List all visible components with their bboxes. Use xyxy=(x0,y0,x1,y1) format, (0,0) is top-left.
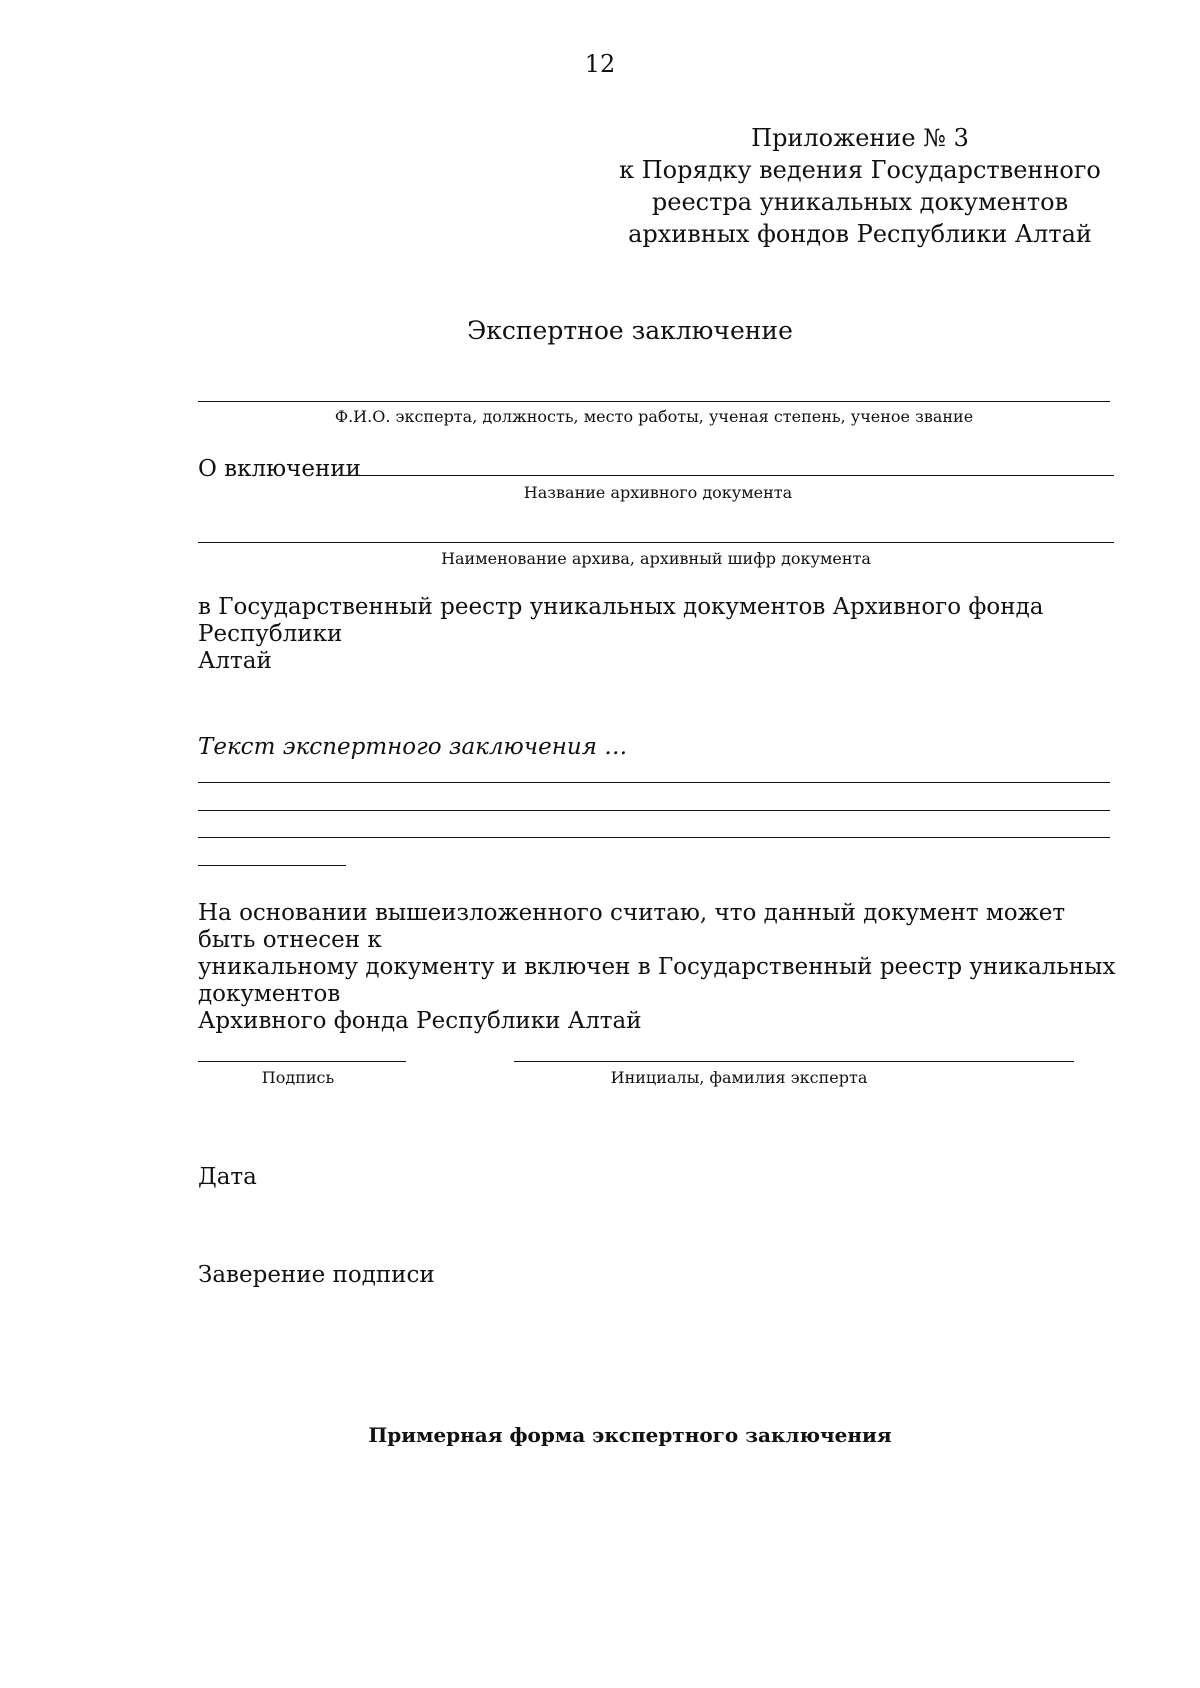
document-name-caption: Название архивного документа xyxy=(523,483,793,502)
document-title: Экспертное заключение xyxy=(467,316,793,345)
registry-line: Алтай xyxy=(198,648,272,674)
appendix-reference-line: реестра уникальных документов xyxy=(651,188,1069,216)
appendix-reference-line: архивных фондов Республики Алтай xyxy=(628,220,1092,248)
initials-caption: Инициалы, фамилия эксперта xyxy=(610,1068,868,1087)
date-label: Дата xyxy=(198,1164,257,1190)
page-number: 12 xyxy=(584,50,616,78)
basis-line: Архивного фонда Республики Алтай xyxy=(198,1008,642,1034)
appendix-number: Приложение № 3 xyxy=(751,124,969,152)
signature-caption: Подпись xyxy=(261,1068,335,1087)
appendix-header xyxy=(600,122,1120,250)
conclusion-field-line xyxy=(198,782,1110,783)
basis-line: На основании вышеизложенного считаю, что данный документ может быть отнесен к xyxy=(198,900,1066,953)
appendix-reference-line: к Порядку ведения Государственного xyxy=(619,156,1101,184)
signature-field-line xyxy=(198,1061,406,1062)
expert-name-field-line xyxy=(198,401,1110,402)
basis-paragraph xyxy=(198,900,1118,1035)
initials-field-line xyxy=(514,1061,1074,1062)
conclusion-text-placeholder: Текст экспертного заключения … xyxy=(198,734,628,760)
conclusion-field-line xyxy=(198,865,346,866)
document-name-field-line xyxy=(342,475,1114,476)
form-title: Примерная форма экспертного заключения xyxy=(368,1423,892,1447)
archive-caption: Наименование архива, архивный шифр документа xyxy=(441,549,871,568)
signature-certification-label: Заверение подписи xyxy=(198,1262,435,1288)
expert-name-caption: Ф.И.О. эксперта, должность, место работы, ученая степень, ученое звание xyxy=(334,407,974,426)
inclusion-label: О включении xyxy=(198,456,361,482)
conclusion-field-line xyxy=(198,810,1110,811)
registry-paragraph xyxy=(198,594,1118,675)
basis-line: уникальному документу и включен в Государственный реестр уникальных документов xyxy=(198,954,1116,1007)
conclusion-field-line xyxy=(198,837,1110,838)
registry-line: в Государственный реестр уникальных документов Архивного фонда Республики xyxy=(198,594,1044,647)
archive-field-line xyxy=(198,542,1114,543)
